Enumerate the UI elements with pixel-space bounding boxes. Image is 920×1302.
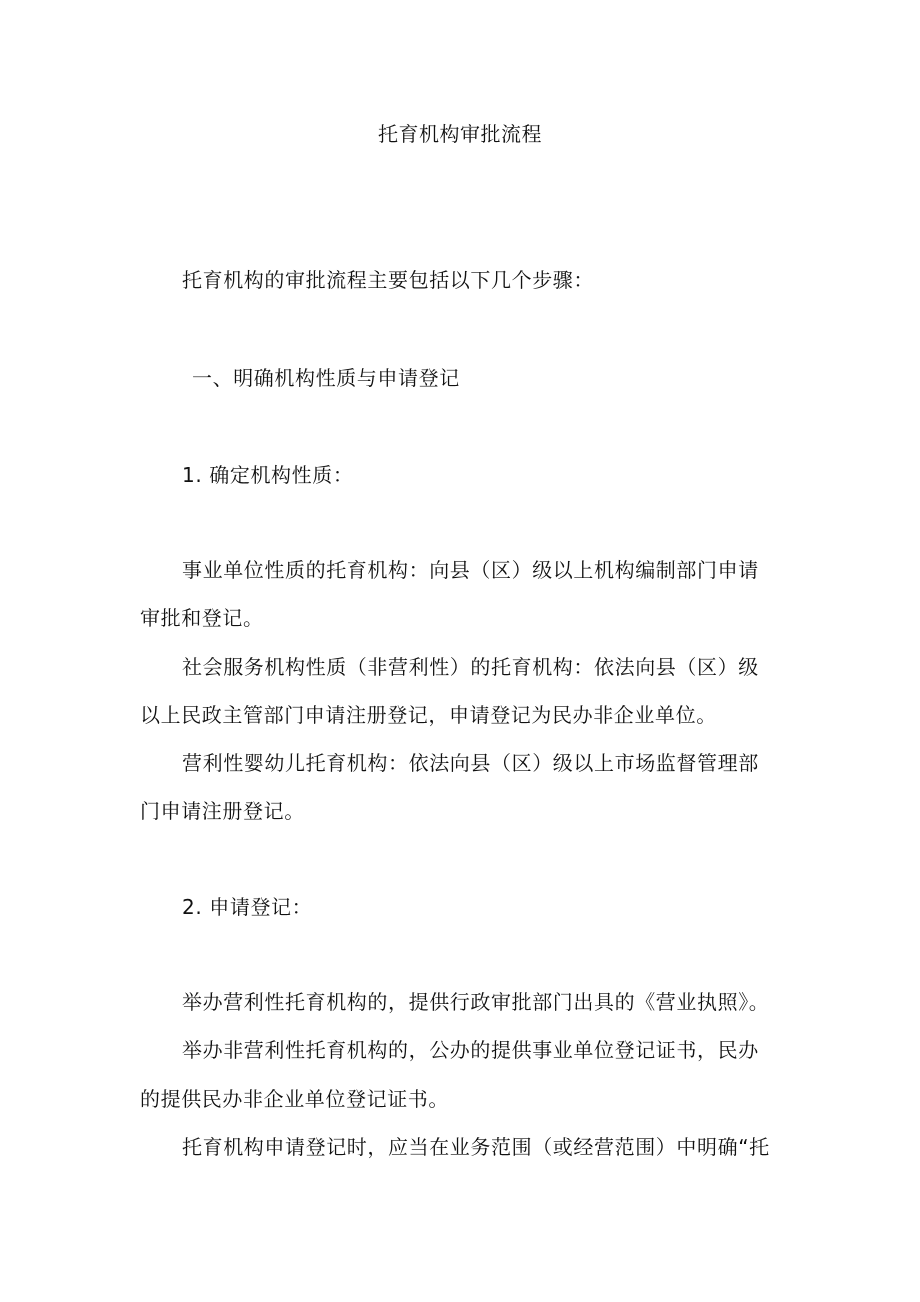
paragraph-line: 举办非营利性托育机构的，公办的提供事业单位登记证书，民办 [182,1038,759,1062]
item-heading: 1. 确定机构性质： [182,463,354,487]
paragraph-line: 事业单位性质的托育机构：向县（区）级以上机构编制部门申请 [182,558,759,582]
paragraph-line: 营利性婴幼儿托育机构：依法向县（区）级以上市场监督管理部 [182,751,759,775]
document-title: 托育机构审批流程 [378,122,542,146]
paragraph-line: 举办营利性托育机构的，提供行政审批部门出具的《营业执照》。 [182,990,770,1014]
paragraph-line: 社会服务机构性质（非营利性）的托育机构：依法向县（区）级 [182,655,759,679]
paragraph-line: 的提供民办非企业单位登记证书。 [140,1087,449,1111]
intro-paragraph: 托育机构的审批流程主要包括以下几个步骤： [182,268,594,292]
paragraph-line: 以上民政主管部门申请注册登记，申请登记为民办非企业单位。 [140,703,717,727]
item-heading: 2. 申请登记： [182,895,313,919]
paragraph-line: 审批和登记。 [140,606,264,630]
paragraph-line: 门申请注册登记。 [140,799,305,823]
section-heading: 一、明确机构性质与申请登记 [192,366,460,390]
paragraph-line: 托育机构申请登记时，应当在业务范围（或经营范围）中明确“托 [182,1135,770,1159]
